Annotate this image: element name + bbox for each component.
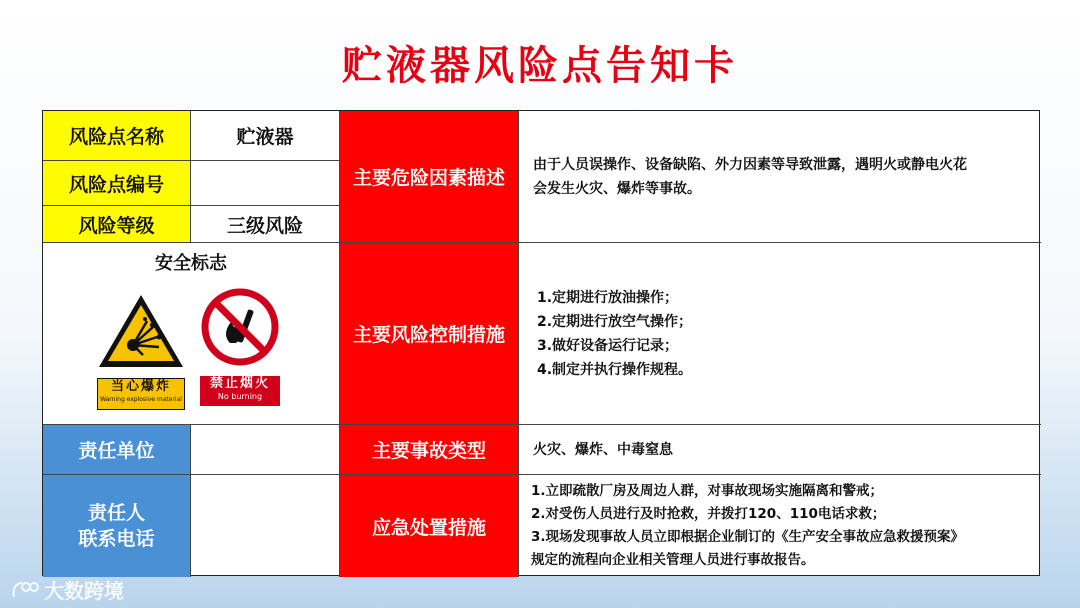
safety-signs — [43, 243, 340, 425]
watermark-logo-icon — [10, 579, 40, 601]
name-label: 风险点名称 — [43, 111, 191, 161]
hazard-label: 主要危险因素描述 — [340, 111, 519, 243]
control-measures — [519, 243, 1041, 425]
no-fire-label: 禁止烟火 No burning — [200, 376, 280, 406]
control-item: 3.做好设备运行记录； — [537, 337, 679, 354]
emergency-measures — [519, 475, 1041, 577]
person-label: 责任人 联系电话 — [43, 475, 191, 577]
control-item: 4.制定并执行操作规程。 — [537, 361, 693, 378]
explosion-label: 当心爆炸 Warning explosive material — [97, 378, 185, 410]
name-value: 贮液器 — [191, 111, 340, 161]
unit-value — [191, 425, 340, 475]
control-item: 1.定期进行放油操作； — [537, 289, 679, 306]
explosion-sign — [97, 293, 185, 405]
signs-caption: 安全标志 — [155, 253, 227, 274]
risk-card — [42, 110, 1040, 576]
hazard-description — [519, 111, 1041, 243]
watermark: 大数跨境 — [10, 575, 124, 604]
emergency-item: 1.立即疏散厂房及周边人群，对事故现场实施隔离和警戒； — [531, 483, 884, 499]
code-value — [191, 161, 340, 206]
emergency-item: 3.现场发现事故人员立即根据企业制订的《生产安全事故应急救援预案》 — [531, 529, 965, 545]
control-label: 主要风险控制措施 — [340, 243, 519, 425]
emergency-item: 2.对受伤人员进行及时抢救，并拨打120、110电话求救； — [531, 506, 886, 522]
emergency-item: 规定的流程向企业相关管理人员进行事故报告。 — [531, 552, 815, 568]
no-fire-sign — [200, 287, 280, 405]
level-label: 风险等级 — [43, 206, 191, 243]
accident-value: 火灾、爆炸、中毒窒息 — [519, 425, 1041, 475]
explosion-warning-icon — [97, 293, 185, 369]
hazard-line: 由于人员误操作、设备缺陷、外力因素等导致泄露，遇明火或静电火花 — [533, 156, 967, 173]
no-fire-icon — [200, 287, 280, 367]
person-value — [191, 475, 340, 577]
emergency-label: 应急处置措施 — [340, 475, 519, 577]
code-label: 风险点编号 — [43, 161, 191, 206]
unit-label: 责任单位 — [43, 425, 191, 475]
accident-label: 主要事故类型 — [340, 425, 519, 475]
level-value: 三级风险 — [191, 206, 340, 243]
hazard-line: 会发生火灾、爆炸等事故。 — [533, 180, 701, 197]
control-item: 2.定期进行放空气操作； — [537, 313, 693, 330]
page-title: 贮液器风险点告知卡 — [342, 43, 738, 89]
